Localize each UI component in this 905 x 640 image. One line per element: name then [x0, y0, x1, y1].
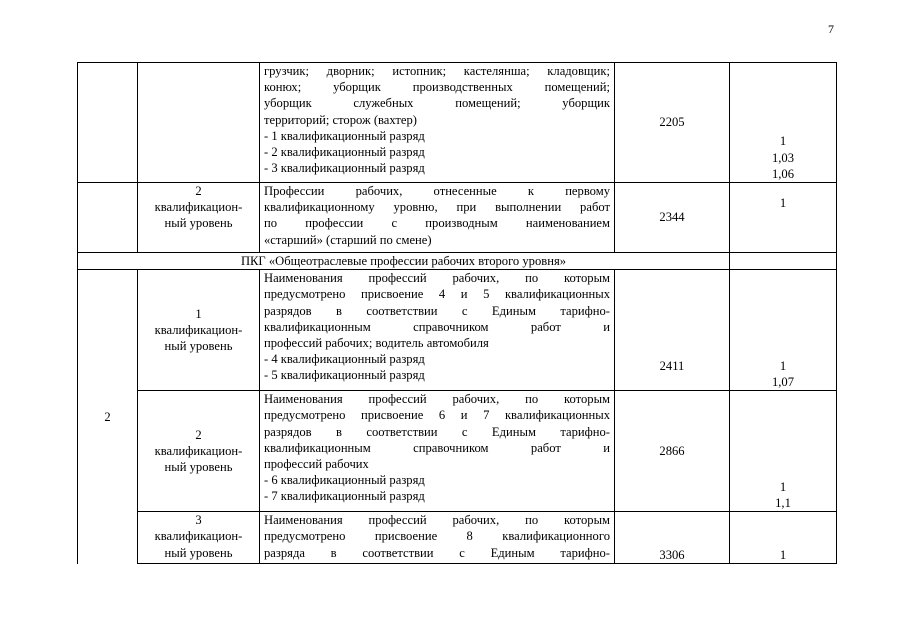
- description-cell: [260, 270, 615, 391]
- rank-line: - 2 квалификационный разряд: [264, 145, 425, 160]
- group-title: ПКГ «Общеотраслевые профессии рабочих второго уровня»: [240, 254, 567, 268]
- salary-value: 3306: [659, 548, 685, 562]
- page-number: 7: [828, 22, 834, 36]
- salary-table: [77, 62, 837, 564]
- coefficient-value: 1: [779, 196, 787, 210]
- salary-value: 2866: [659, 444, 685, 459]
- description-line: Наименования профессий рабочих, по которым: [264, 271, 610, 286]
- table-row: [78, 183, 837, 253]
- description-cell: [260, 183, 615, 253]
- description-line: Профессии рабочих, отнесенные к первому: [264, 184, 610, 198]
- description-cell: [260, 63, 615, 183]
- table-row: [78, 63, 837, 183]
- group-number-cell: [78, 270, 138, 564]
- salary-cell: [615, 183, 730, 253]
- level-label: ный уровень: [164, 339, 233, 354]
- salary-cell: [615, 270, 730, 391]
- level-cell: [138, 391, 260, 512]
- level-cell: [138, 512, 260, 564]
- description-line: предусмотрено присвоение 4 и 5 квалификационных: [264, 287, 610, 302]
- description-line: «старший» (старший по смене): [264, 232, 432, 247]
- level-label: квалификацион-: [154, 444, 243, 459]
- level-cell: [138, 63, 260, 183]
- coefficient-value: 1: [779, 358, 787, 373]
- description-line: Наименования профессий рабочих, по которым: [264, 513, 610, 528]
- coefficient-cell: [730, 270, 837, 391]
- group-number-cell: [78, 63, 138, 183]
- description-line: предусмотрено присвоение 6 и 7 квалификационных: [264, 408, 610, 423]
- description-line: уборщик служебных помещений; уборщик: [264, 96, 610, 111]
- coefficient-cell: [730, 391, 837, 512]
- coefficient-cell: [730, 512, 837, 564]
- coefficient-value: 1,1: [775, 496, 791, 510]
- coefficient-value: 1: [779, 548, 787, 562]
- description-line: грузчик; дворник; истопник; кастелянша; кладовщик;: [264, 64, 610, 78]
- description-line: Наименования профессий рабочих, по которым: [264, 392, 610, 407]
- coefficient-value: 1,07: [771, 375, 795, 389]
- salary-cell: [615, 391, 730, 512]
- coefficient-value: 1: [779, 134, 787, 149]
- group-header-row: [78, 253, 837, 270]
- salary-cell: [615, 512, 730, 564]
- salary-cell: [615, 63, 730, 183]
- description-cell: [260, 512, 615, 564]
- description-line: профессий рабочих; водитель автомобиля: [264, 336, 489, 351]
- description-line: разряда в соответствии с Единым тарифно-: [264, 545, 610, 560]
- coefficient-value: 1,06: [771, 166, 795, 181]
- description-line: территорий; сторож (вахтер): [264, 112, 417, 127]
- description-line: квалификационному уровню, при выполнении работ: [264, 200, 610, 215]
- coefficient-value: 1,03: [771, 150, 795, 165]
- rank-line: - 6 квалификационный разряд: [264, 473, 425, 488]
- description-line: конюх; уборщик производственных помещений;: [264, 80, 610, 95]
- table-row: [78, 391, 837, 512]
- level-number: 2: [195, 427, 202, 442]
- coefficient-cell: [730, 253, 837, 270]
- group-title-cell: [78, 253, 730, 270]
- level-number: 3: [195, 513, 202, 528]
- level-label: квалификацион-: [154, 323, 243, 338]
- salary-value: 2344: [659, 210, 685, 225]
- level-label: квалификацион-: [154, 529, 243, 544]
- level-label: ный уровень: [164, 460, 233, 475]
- rank-line: - 4 квалификационный разряд: [264, 352, 425, 367]
- coefficient-cell: [730, 63, 837, 183]
- coefficient-value: 1: [779, 479, 787, 494]
- description-line: квалификационным справочником работ и: [264, 319, 610, 334]
- level-label: квалификацион-: [154, 200, 243, 215]
- description-line: разрядов в соответствии с Единым тарифно-: [264, 303, 610, 318]
- level-cell: [138, 270, 260, 391]
- table-row: [78, 270, 837, 391]
- level-number: 1: [195, 306, 202, 321]
- group-number-cell: [78, 183, 138, 253]
- description-line: разрядов в соответствии с Единым тарифно-: [264, 424, 610, 439]
- description-line: по профессии с производным наименованием: [264, 216, 610, 231]
- description-line: профессий рабочих: [264, 457, 369, 472]
- rank-line: - 7 квалификационный разряд: [264, 489, 425, 504]
- rank-line: - 3 квалификационный разряд: [264, 161, 425, 176]
- level-number: 2: [195, 184, 202, 198]
- description-cell: [260, 391, 615, 512]
- level-cell: [138, 183, 260, 253]
- description-line: предусмотрено присвоение 8 квалификационного: [264, 529, 610, 544]
- level-label: ный уровень: [164, 216, 233, 231]
- level-label: ный уровень: [164, 545, 233, 560]
- description-line: квалификационным справочником работ и: [264, 440, 610, 455]
- salary-value: 2411: [659, 359, 685, 373]
- table-row: [78, 512, 837, 564]
- group-number: 2: [104, 409, 111, 424]
- rank-line: - 5 квалификационный разряд: [264, 368, 425, 383]
- rank-line: - 1 квалификационный разряд: [264, 128, 425, 143]
- coefficient-cell: [730, 183, 837, 253]
- salary-value: 2205: [659, 115, 685, 130]
